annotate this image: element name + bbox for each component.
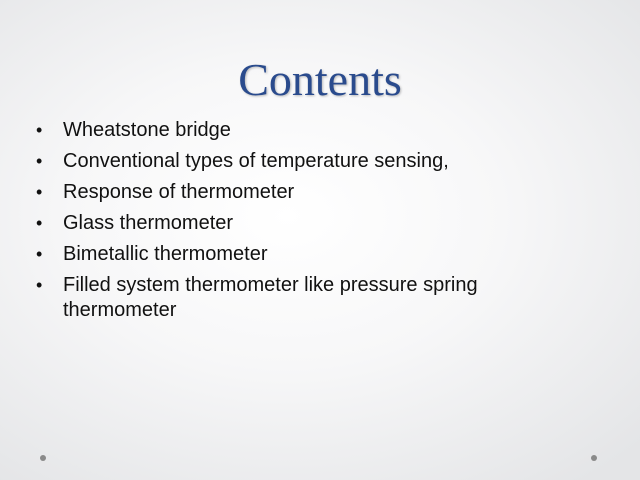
bullet-text: Glass thermometer (63, 212, 234, 234)
list-item (36, 273, 556, 323)
bullet-icon: • (36, 213, 43, 233)
bullet-icon: • (36, 182, 43, 202)
bullet-text: Bimetallic thermometer (63, 243, 268, 265)
decorative-dot-left-icon (40, 455, 46, 461)
bullet-text: Conventional types of temperature sensing, (63, 150, 449, 172)
bullet-icon: • (36, 244, 43, 264)
bullet-text: Wheatstone bridge (63, 119, 231, 141)
bullet-icon: • (36, 151, 43, 171)
list-item (36, 149, 556, 174)
bullet-list (36, 118, 556, 329)
decorative-dot-right-icon (591, 455, 597, 461)
list-item (36, 242, 556, 267)
bullet-icon: • (36, 120, 43, 140)
list-item (36, 180, 556, 205)
list-item (36, 118, 556, 143)
bullet-text: Response of thermometer (63, 181, 295, 203)
slide-title: Contents (238, 54, 402, 105)
bullet-icon: • (36, 275, 43, 295)
bullet-text: Filled system thermometer like pressure spring thermometer (63, 274, 478, 321)
list-item (36, 211, 556, 236)
